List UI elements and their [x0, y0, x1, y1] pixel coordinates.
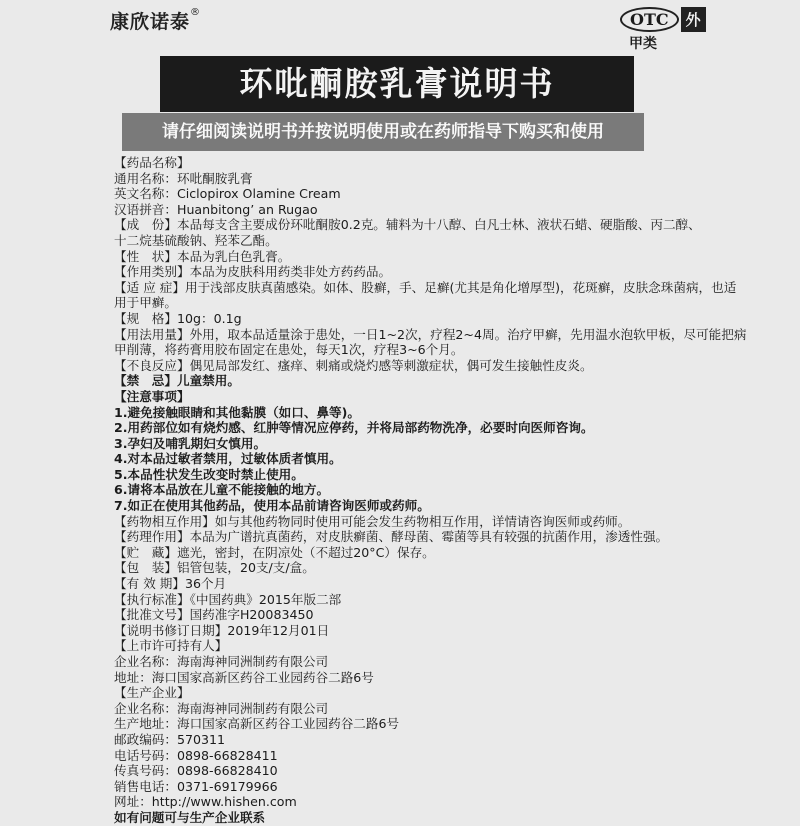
page-title: 环吡酮胺乳膏说明书	[160, 56, 634, 112]
phone: 电话号码：0898-66828411	[114, 747, 278, 763]
section-header-precautions: 【注意事项】	[114, 388, 190, 404]
pinyin-name: 汉语拼音：Huanbitong’ an Rugao	[114, 201, 318, 217]
precaution-item: 4.对本品过敏者禁用，过敏体质者慎用。	[114, 451, 342, 467]
precaution-item: 7.如正在使用其他药品，使用本品前请咨询医师或药师。	[114, 498, 430, 514]
otc-label: OTC	[620, 7, 679, 32]
registered-mark: ®	[190, 7, 202, 18]
standard: 【执行标准】《中国药典》2015年版二部	[114, 591, 342, 607]
package: 【包 装】铝管包装，20支/支/盒。	[114, 560, 315, 576]
category: 【作用类别】本品为皮肤科用药类非处方药药品。	[114, 264, 392, 280]
brand-name: 康欣诺泰	[110, 11, 191, 33]
pharmacology: 【药理作用】本品为广谱抗真菌药，对皮肤癣菌、酵母菌、霉菌等具有较强的抗菌作用，渗透性强。	[114, 529, 669, 545]
footer-contact: 如有问题可与生产企业联系	[114, 809, 266, 825]
precaution-item: 1.避免接触眼睛和其他黏膜（如口、鼻等)。	[114, 404, 360, 420]
english-name: 英文名称：Ciclopirox Olamine Cream	[114, 186, 341, 202]
ingredients-line-1: 【成 份】本品每支含主要成份环吡酮胺0.2克。辅料为十八醇、白凡士林、液状石蜡、硬脂酸、丙二醇、	[114, 217, 701, 233]
warning-banner: 请仔细阅读说明书并按说明使用或在药师指导下购买和使用	[122, 113, 644, 151]
holder-address: 地址：海口国家高新区药谷工业园药谷二路6号	[114, 669, 374, 685]
storage: 【贮 藏】遮光，密封，在阴凉处（不超过20°C）保存。	[114, 544, 435, 560]
precaution-item: 3.孕妇及哺乳期妇女慎用。	[114, 435, 267, 451]
fax: 传真号码：0898-66828410	[114, 763, 278, 779]
postcode: 邮政编码：570311	[114, 731, 226, 747]
precaution-item: 6.请将本品放在儿童不能接触的地方。	[114, 482, 330, 498]
properties: 【性 状】本品为乳白色乳膏。	[114, 248, 291, 264]
brand-logo	[110, 7, 201, 34]
specification: 【规 格】10g：0.1g	[114, 310, 242, 326]
sales-phone: 销售电话：0371-69179966	[114, 778, 278, 794]
holder-name: 企业名称：海南海神同洲制药有限公司	[114, 654, 329, 669]
section-header-holder: 【上市许可持有人】	[114, 638, 228, 654]
indications-line-1: 【适 应 症】用于浅部皮肤真菌感染。如体、股癣，手、足癣(尤其是角化增厚型)，花斑癣，皮肤念珠菌病，也适	[114, 279, 737, 295]
manufacturer-name: 企业名称：海南海神同洲制药有限公司	[114, 700, 329, 716]
usage-line-2: 甲削薄，将药膏用胶布固定在患处，每天1次，疗程3~6个月。	[114, 342, 464, 358]
ingredients-line-2: 十二烷基硫酸钠、羟苯乙酯。	[114, 232, 278, 248]
precaution-item: 5.本品性状发生改变时禁止使用。	[114, 466, 304, 482]
manufacturer-address: 生产地址：海口国家高新区药谷工业园药谷二路6号	[114, 716, 400, 732]
usage-line-1: 【用法用量】外用，取本品适量涂于患处，一日1~2次，疗程2~4周。治疗甲癣，先用温水泡软甲板，尽可能把病	[114, 326, 747, 342]
adverse-reactions: 【不良反应】偶见局部发红、瘙痒、刺痛或烧灼感等刺激症状，偶可发生接触性皮炎。	[114, 357, 593, 373]
otc-class: 甲类	[629, 36, 657, 52]
approval-number: 【批准文号】国药准字H20083450	[114, 607, 314, 623]
section-header-manufacturer: 【生产企业】	[114, 685, 190, 701]
document-body	[114, 155, 747, 826]
otc-type: 外	[681, 7, 706, 32]
website: 网址：http://www.hishen.com	[114, 794, 297, 810]
generic-name: 通用名称：环吡酮胺乳膏	[114, 170, 253, 186]
contraindications: 【禁 忌】儿童禁用。	[114, 373, 240, 389]
revision-date: 【说明书修订日期】2019年12月01日	[114, 622, 330, 638]
indications-line-2: 用于甲癣。	[114, 295, 177, 311]
validity: 【有 效 期】36个月	[114, 576, 227, 592]
precaution-item: 2.用药部位如有烧灼感、红肿等情况应停药，并将局部药物洗净，必要时向医师咨询。	[114, 420, 594, 436]
otc-badge	[620, 7, 706, 32]
drug-interactions: 【药物相互作用】如与其他药物同时使用可能会发生药物相互作用，详情请咨询医师或药师。	[114, 513, 631, 529]
section-header-drug-name: 【药品名称】	[114, 155, 190, 170]
